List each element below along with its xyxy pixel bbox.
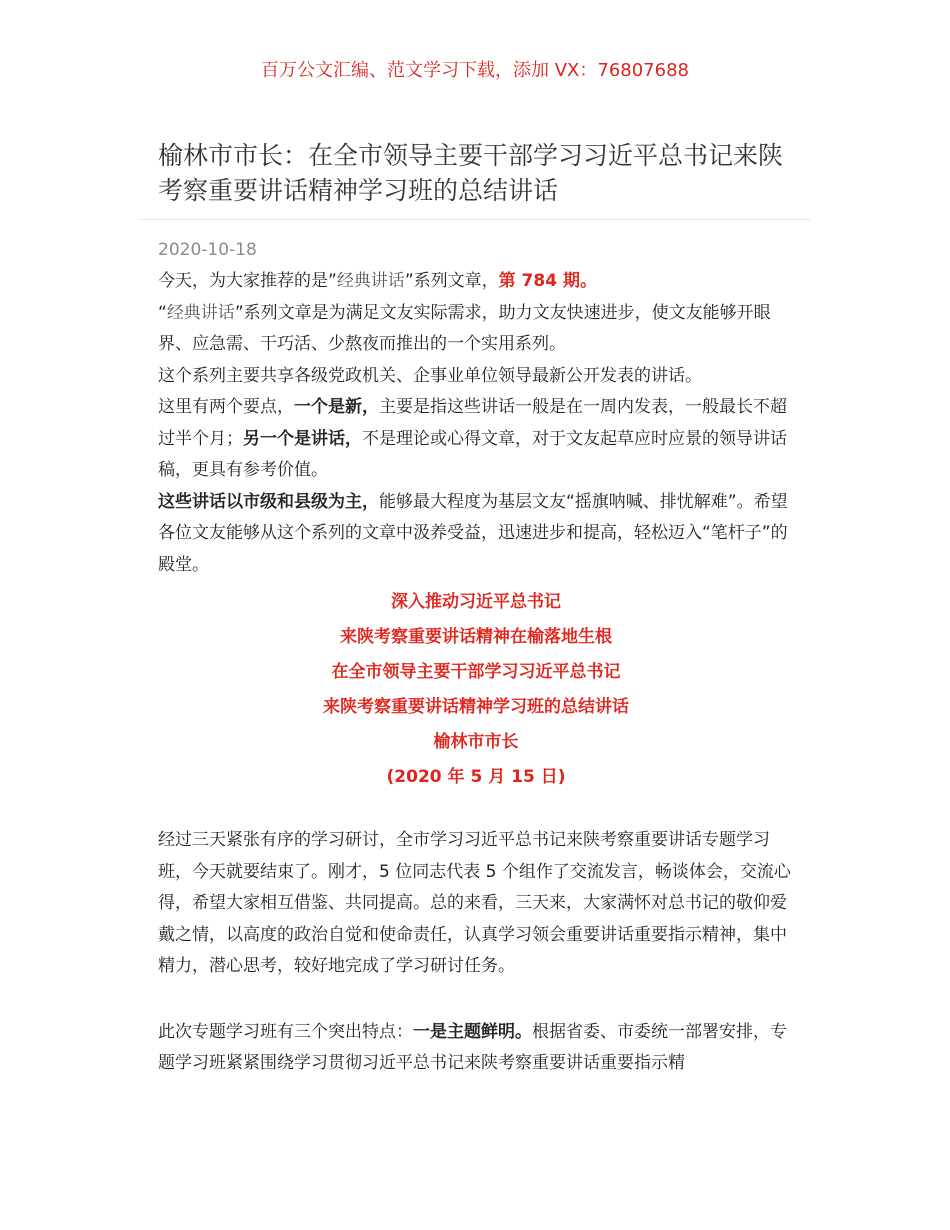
speech-heading xyxy=(158,585,794,795)
speech-heading-line: 深入推动习近平总书记 xyxy=(391,592,561,612)
speech-date: (2020 年 5 月 15 日) xyxy=(386,767,566,787)
intro-paragraph-5: 这些讲话以市级和县级为主，能够最大程度为基层文友“摇旗呐喊、排忧解难”。希望各位文友能够从这个系列的文章中汲养受益，迅速进步和提高，轻松迈入“笔杆子”的殿堂。 xyxy=(158,491,788,575)
issue-number: 第 784 期。 xyxy=(498,271,597,291)
article-body xyxy=(158,266,794,1080)
intro-paragraph-4: 这里有两个要点，一个是新，主要是指这些讲话一般是在一周内发表，一般最长不超过半个月；另一个是讲话，不是理论或心得文章，对于文友起草应时应景的领导讲话稿，更具有参考价值。 xyxy=(158,397,787,480)
publish-date: 2020-10-18 xyxy=(158,240,257,260)
speech-heading-line: 来陕考察重要讲话精神学习班的总结讲话 xyxy=(323,697,629,717)
speaker-title: 榆林市市长 xyxy=(433,732,519,752)
title-divider xyxy=(140,219,810,220)
speech-heading-line: 在全市领导主要干部学习习近平总书记 xyxy=(331,662,621,682)
speech-heading-line: 来陕考察重要讲话精神在榆落地生根 xyxy=(340,627,612,647)
promo-banner: 百万公文汇编、范文学习下载，添加 VX：76807688 xyxy=(261,60,689,81)
intro-paragraph-3: 这个系列主要共享各级党政机关、企事业单位领导最新公开发表的讲话。 xyxy=(158,365,702,386)
intro-paragraph-1: 今天，为大家推荐的是”经典讲话”系列文章，第 784 期。 xyxy=(158,271,597,291)
intro-paragraph-2: “经典讲话”系列文章是为满足文友实际需求，助力文友快速进步，使文友能够开眼界、应急需、干巧活、少熬夜而推出的一个实用系列。 xyxy=(158,302,771,354)
content-paragraph-1: 经过三天紧张有序的学习研讨，全市学习习近平总书记来陕考察重要讲话专题学习班，今天就要结束了。刚才，5 位同志代表 5 个组作了交流发言，畅谈体会，交流心得，希望大家相互借鉴、共同提高。总的来看，三天来，大家满怀对总书记的敬仰爱戴之情，以高度的政治自觉和使命责任，认真学习领会重要讲话重要指示精神，集中精力，潜心思考，较好地完成了学习研讨任务。 xyxy=(158,830,791,976)
article-title: 榆林市市长：在全市领导主要干部学习习近平总书记来陕考察重要讲话精神学习班的总结讲话 xyxy=(158,141,784,205)
content-paragraph-2: 此次专题学习班有三个突出特点：一是主题鲜明。根据省委、市委统一部署安排，专题学习班紧紧围绕学习贯彻习近平总书记来陕考察重要讲话重要指示精 xyxy=(158,1021,787,1073)
